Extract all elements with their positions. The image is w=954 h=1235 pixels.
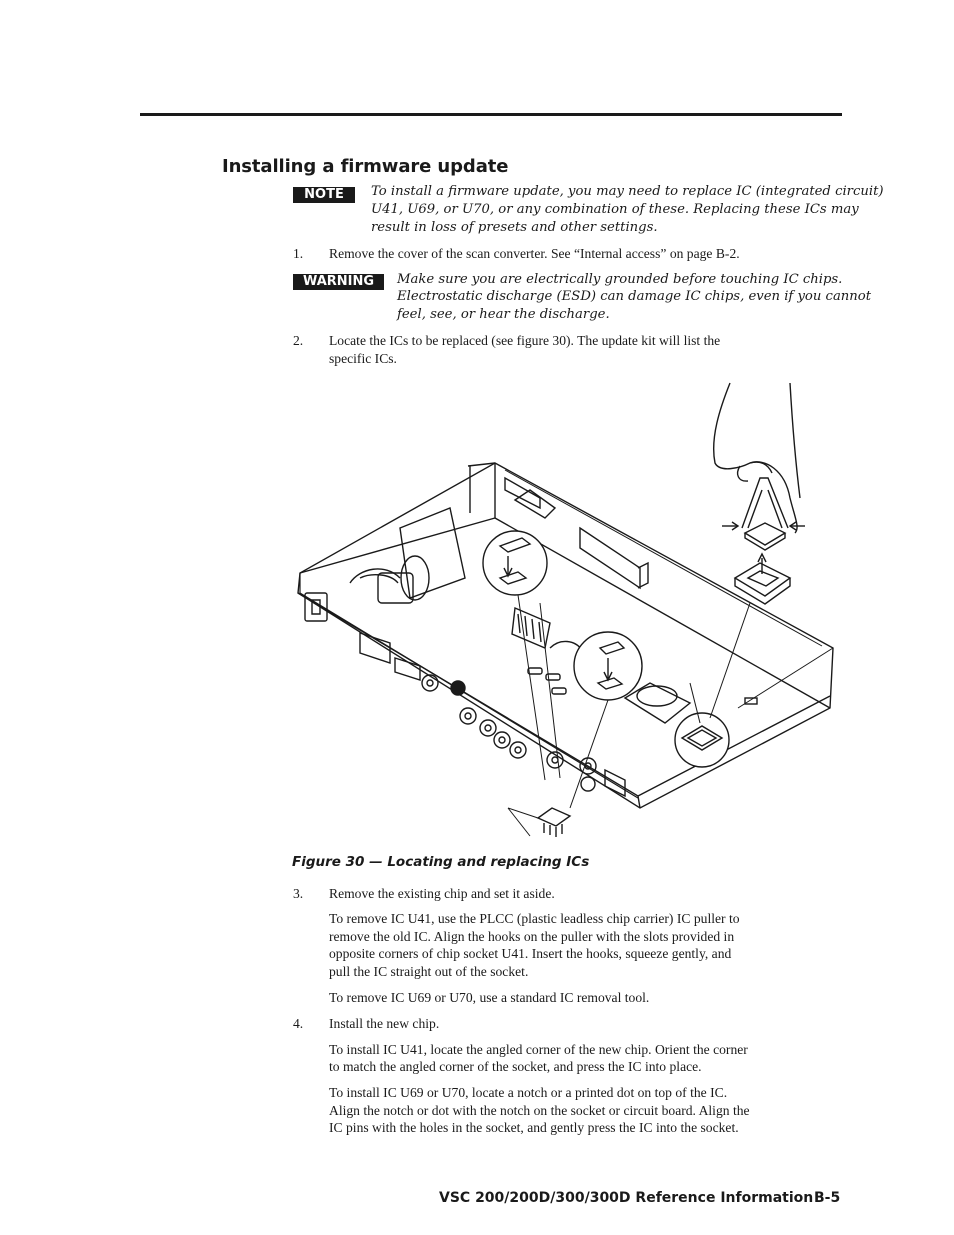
- step-2-line-2: specific ICs.: [329, 351, 397, 366]
- step-3-number: 3.: [293, 886, 304, 901]
- warning-line-2: Electrostatic discharge (ESD) can damage IC chips, even if you cannot: [397, 289, 872, 304]
- warning-line-1: Make sure you are electrically grounded before touching IC chips.: [397, 272, 843, 287]
- step-4-p2-line-1: To install IC U69 or U70, locate a notch or a printed dot on top of the IC.: [329, 1085, 728, 1100]
- footer-page-number: B-5: [814, 1190, 841, 1206]
- step-3-p1-line-4: pull the IC straight out of the socket.: [329, 964, 529, 979]
- note-line-3: result in loss of presets and other settings.: [371, 220, 658, 235]
- warning-badge: WARNING: [293, 274, 384, 290]
- figure-caption: Figure 30 — Locating and replacing ICs: [292, 854, 590, 870]
- step-1-number: 1.: [293, 246, 304, 261]
- step-3-text: Remove the existing chip and set it aside.: [329, 886, 555, 901]
- footer-doc-title: VSC 200/200D/300/300D Reference Information: [439, 1190, 814, 1206]
- step-3-p2-line-1: To remove IC U69 or U70, use a standard IC removal tool.: [329, 990, 650, 1005]
- step-3-p1-line-3: opposite corners of chip socket U41. Insert the hooks, squeeze gently, and: [329, 946, 732, 961]
- step-1-text: Remove the cover of the scan converter. See “Internal access” on page B-2.: [329, 246, 740, 261]
- step-4-number: 4.: [293, 1016, 304, 1031]
- warning-line-3: feel, see, or hear the discharge.: [397, 307, 610, 322]
- note-badge: NOTE: [293, 187, 355, 203]
- step-4-text: Install the new chip.: [329, 1016, 440, 1031]
- header-rule: [140, 113, 842, 116]
- step-2-line-1: Locate the ICs to be replaced (see figure 30). The update kit will list the: [329, 333, 721, 348]
- step-4-p1-line-2: to match the angled corner of the socket, and press the IC into place.: [329, 1059, 702, 1074]
- note-line-2: U41, U69, or U70, or any combination of these. Replacing these ICs may: [371, 202, 859, 217]
- step-3-p1-line-1: To remove IC U41, use the PLCC (plastic leadless chip carrier) IC puller to: [329, 911, 740, 926]
- step-3-p1-line-2: remove the old IC. Align the hooks on the puller with the slots provided in: [329, 929, 735, 944]
- figure-ic-locations-illustration: [290, 378, 850, 848]
- note-line-1: To install a firmware update, you may need to replace IC (integrated circuit): [371, 184, 884, 199]
- step-4-p2-line-3: IC pins with the holes in the socket, and gently press the IC into the socket.: [329, 1120, 739, 1135]
- step-4-p2-line-2: Align the notch or dot with the notch on the socket or circuit board. Align the: [329, 1103, 750, 1118]
- step-2-number: 2.: [293, 333, 304, 348]
- step-4-p1-line-1: To install IC U41, locate the angled corner of the new chip. Orient the corner: [329, 1042, 748, 1057]
- section-heading: Installing a firmware update: [222, 156, 509, 177]
